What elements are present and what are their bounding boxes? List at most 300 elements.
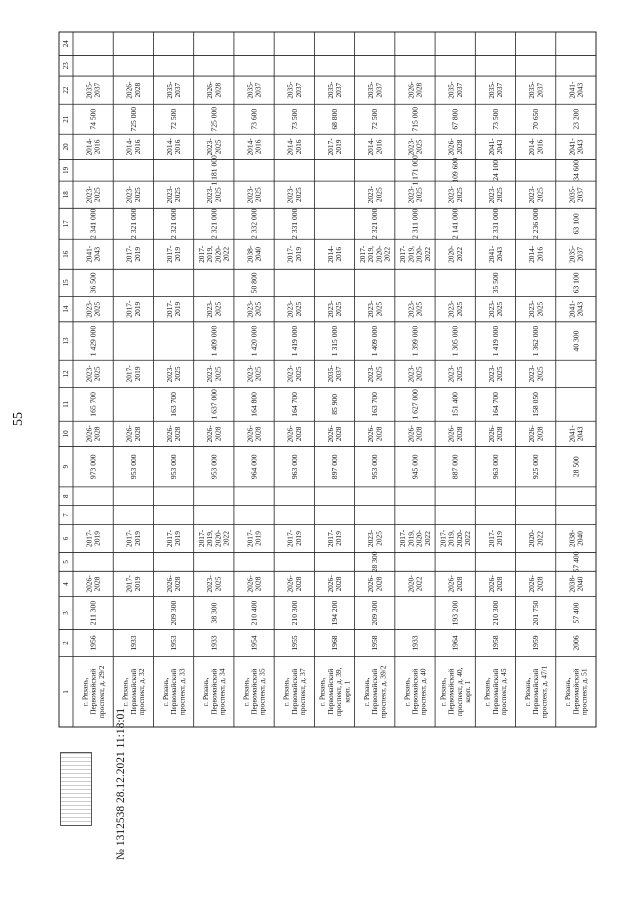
table-cell-line: Первомайский — [325, 668, 335, 715]
table-cell-line: 2028 — [334, 576, 344, 592]
table-cell: 211 300 — [88, 600, 98, 626]
table-cell-line: 2028 — [414, 426, 424, 442]
table-cell-line: 2016 — [173, 139, 183, 155]
table-cell-line: 2022 — [221, 531, 231, 546]
table-cell: 164 700 — [490, 392, 500, 417]
table-cell-line: 2025 — [132, 187, 142, 203]
table-cell-line: 2017- — [486, 529, 496, 548]
table-cell: 897 000 — [330, 454, 339, 480]
table-cell: 63 100 — [571, 213, 581, 235]
table-cell-line: проспект, д. 32 — [137, 668, 147, 716]
column-header: 21 — [62, 115, 70, 123]
table-cell-line: 2037 — [293, 82, 303, 98]
table-cell: 1933 — [209, 635, 219, 651]
table-cell: 73 500 — [490, 108, 500, 130]
table-cell-line: 2023- — [245, 300, 255, 318]
table-cell-line: 2019 — [132, 531, 142, 546]
table-cell: 1 409 000 — [209, 325, 219, 357]
table-cell: 35 500 — [490, 272, 500, 294]
column-header: 6 — [62, 536, 70, 541]
table-cell-line: 2019 — [334, 139, 344, 155]
table-cell: 1 420 000 — [249, 325, 259, 357]
column-header: 8 — [62, 494, 70, 499]
table-cell-line: 2014- — [285, 138, 295, 156]
table-cell-line: 2026- — [124, 425, 134, 443]
table-cell: 953 000 — [169, 454, 179, 480]
table-cell-line: 2025 — [414, 301, 424, 317]
table-cell-line: 2041- — [567, 300, 577, 318]
table-cell-line: Первомайский — [88, 668, 98, 715]
table-cell-line: 2016 — [293, 139, 303, 155]
table-cell-line: 2025 — [173, 187, 183, 203]
table-cell-line: 2028 — [535, 426, 545, 442]
table-cell-line: 2038- — [245, 245, 255, 263]
table-cell-line: 2025 — [92, 187, 102, 203]
table-cell-line: 2016 — [374, 139, 384, 155]
table-cell-line: 2026- — [205, 81, 215, 99]
table-cell-line: 2025 — [535, 301, 545, 317]
table-cell-line: 2028 — [132, 426, 142, 442]
doc-number: № 1312538 — [115, 805, 127, 860]
table-cell: 193 200 — [450, 600, 460, 626]
table-cell: 34 600 — [571, 159, 581, 181]
table-cell-line: Первомайский — [128, 668, 138, 715]
table-cell: 164 700 — [289, 392, 299, 417]
table-cell-line: 2014- — [84, 138, 94, 156]
table-cell-line: 2026- — [366, 575, 376, 593]
table-cell-line: 2023- — [245, 365, 255, 383]
table-cell-line: 2025 — [293, 366, 303, 382]
table-cell-line: 2035- — [446, 81, 456, 99]
table-cell: 1956 — [88, 635, 98, 651]
table-cell-line: 2026- — [325, 425, 335, 443]
table-cell-line: 2016 — [535, 139, 545, 155]
table-cell-line: 2019 — [293, 531, 303, 546]
table-cell-line: 2025 — [414, 139, 424, 155]
table-cell: 1 362 000 — [531, 325, 541, 357]
table-cell: 158 050 — [531, 392, 541, 417]
table-cell-line: 2023- — [366, 300, 376, 318]
table-cell-line: 2028 — [293, 426, 303, 442]
table-cell-line: 2019, — [406, 245, 416, 263]
table-cell-line: 2023- — [406, 186, 416, 204]
table-cell-line: проспект, д. 34 — [217, 668, 227, 716]
table-cell-line: 2019 — [293, 246, 303, 262]
table-cell-line: 2017- — [398, 245, 408, 263]
table-cell: 70 650 — [531, 108, 541, 130]
table-cell-line: Первомайский — [446, 668, 456, 715]
table-cell-line: 2037 — [92, 82, 102, 98]
table-cell: 1 419 000 — [289, 325, 299, 357]
table-cell: 2 332 000 — [249, 208, 259, 239]
table-cell-line: 2017- — [357, 245, 367, 263]
table-cell-line: 2023- — [486, 300, 496, 318]
table-cell: 165 700 — [88, 392, 98, 417]
table-cell-line: 2026- — [84, 425, 94, 443]
column-header: 20 — [62, 143, 70, 151]
table-cell-line: 2028 — [173, 426, 183, 442]
table-cell-line: Первомайский — [249, 668, 259, 715]
table-cell-line: 2017- — [285, 529, 295, 548]
table-cell: 1 171 000 — [410, 155, 420, 186]
table-cell-line: 2028 — [213, 426, 223, 442]
table-cell-line: корп. 1 — [342, 680, 352, 703]
table-cell-line: 2022 — [462, 531, 472, 546]
table-cell-line: 2037 — [454, 82, 464, 98]
table-cell-line: 2026- — [285, 575, 295, 593]
table-cell-line: 2035- — [245, 81, 255, 99]
table-cell-line: 2028 — [253, 426, 263, 442]
table-cell: 57 400 — [571, 551, 581, 573]
table-cell: 1 637 000 — [209, 389, 219, 420]
table-cell-line: 2026- — [446, 425, 456, 443]
table-cell-line: 2026- — [366, 425, 376, 443]
table-cell: 1 627 000 — [410, 389, 420, 420]
table-cell-line: г. Рязань, — [563, 677, 573, 707]
table-cell-line: 2017- — [164, 529, 174, 548]
table-cell: 953 000 — [209, 454, 219, 480]
table-cell: 63 100 — [571, 272, 581, 294]
table-cell: 1968 — [330, 635, 339, 651]
table-cell-line: 2025 — [253, 301, 263, 317]
table-cell: 2 141 000 — [450, 208, 460, 239]
table-cell-line: 2025 — [495, 301, 505, 317]
column-header: 24 — [62, 40, 70, 48]
table-cell-line: 2014- — [527, 138, 537, 156]
table-cell-line: г. Рязань, — [241, 677, 251, 707]
table-cell-line: г. Рязань, — [201, 677, 211, 707]
table-cell-line: 2025 — [374, 301, 384, 317]
table-cell-line: 2017- — [245, 529, 255, 548]
table-cell-line: 2023- — [366, 529, 376, 548]
table-cell-line: Первомайский — [571, 668, 581, 715]
table-cell-line: 2019 — [132, 301, 142, 317]
table-cell-line: 2019 — [173, 246, 183, 262]
table-cell-line: проспект, д. 37 — [297, 668, 307, 716]
table-cell-line: 2025 — [414, 366, 424, 382]
table-cell-line: 2037 — [575, 187, 585, 203]
table-cell-line: 2025 — [293, 187, 303, 203]
table-cell-line: 2035- — [567, 186, 577, 204]
table-cell-line: 2035- — [84, 81, 94, 99]
table-cell-line: 2017- — [164, 300, 174, 318]
table-cell-line: 2023- — [527, 186, 537, 204]
table-cell-line: проспект, д. 35 — [257, 668, 267, 716]
table-cell-line: 2025 — [92, 366, 102, 382]
table-cell: 74 500 — [88, 108, 98, 130]
table-cell-line: 2017- — [325, 138, 335, 156]
table-cell-line: 2028 — [535, 576, 545, 592]
table-cell-line: 2026- — [406, 81, 416, 99]
table-cell-line: 2043 — [495, 139, 505, 155]
table-cell-line: 2026- — [446, 575, 456, 593]
table-cell-line: 2019 — [253, 531, 263, 546]
table-cell-line: 2019, — [406, 530, 416, 547]
table-cell-line: 2028 — [334, 426, 344, 442]
table-cell-line: 2026- — [527, 575, 537, 593]
table-cell-line: г. Рязань, — [80, 677, 90, 707]
table-cell-line: 2025 — [213, 187, 223, 203]
table-cell-line: 2028 — [92, 576, 102, 592]
table-cell-line: Первомайский — [370, 668, 380, 715]
table-cell: 164 800 — [249, 392, 259, 417]
table-cell-line: г. Рязань, — [160, 677, 170, 707]
table-cell-line: г. Рязань, — [482, 677, 492, 707]
table-cell-line: проспект, д. 39, — [334, 667, 344, 717]
table-cell-line: 2020- — [213, 245, 223, 263]
table-cell-line: 2026- — [285, 425, 295, 443]
table-cell-line: 2037 — [374, 82, 384, 98]
table-cell: 2 311 000 — [410, 208, 420, 239]
table-cell: 72 500 — [169, 108, 179, 130]
table-cell: 2 331 000 — [289, 208, 299, 239]
table-cell: 151 400 — [450, 392, 460, 417]
table-cell-line: 2025 — [495, 187, 505, 203]
table-cell-line: 2025 — [213, 139, 223, 155]
table-cell: 163 700 — [169, 392, 179, 417]
table-cell-line: 2025 — [495, 366, 505, 382]
table-cell: 50 800 — [249, 272, 259, 294]
table-cell-line: 2014- — [164, 138, 174, 156]
table-cell-line: 2043 — [495, 246, 505, 262]
table-cell-line: 2037 — [173, 82, 183, 98]
table-cell: 1 429 000 — [88, 325, 98, 357]
table-cell: 1 399 000 — [410, 325, 420, 357]
table-cell-line: 2023- — [205, 300, 215, 318]
table-cell-line: проспект, д. 40, — [454, 667, 464, 717]
table-cell: 67 800 — [450, 108, 460, 130]
table-cell-line: 2022 — [422, 246, 432, 262]
table-cell-line: 2023- — [366, 365, 376, 383]
table-cell-line: 2023- — [124, 186, 134, 204]
table-cell-line: 2017- — [438, 529, 448, 548]
table-cell-line: 2017- — [398, 529, 408, 548]
table-cell-line: 2023- — [84, 365, 94, 383]
table-cell-line: 2025 — [293, 301, 303, 317]
column-header: 4 — [62, 582, 70, 586]
table-cell-line: проспект, д. 29/2 — [96, 665, 106, 719]
document-footer — [115, 708, 127, 860]
table-cell-line: 2025 — [454, 301, 464, 317]
table-cell-line: 2026- — [245, 575, 255, 593]
column-header: 16 — [62, 250, 70, 258]
table-cell-line: 2023- — [366, 186, 376, 204]
table-cell-line: 2035- — [527, 81, 537, 99]
table-cell-line: г. Рязань, — [317, 677, 327, 707]
table-cell-line: 2016 — [132, 139, 142, 155]
column-header: 11 — [62, 400, 70, 408]
table-cell-line: 2016 — [535, 246, 545, 262]
table-cell-line: 2037 — [253, 82, 263, 98]
table-cell-line: г. Рязань, — [438, 677, 448, 707]
table-cell: 210 400 — [249, 600, 259, 626]
table-cell-line: проспект, д. 39/2 — [378, 665, 388, 719]
table-cell-line: 2017- — [124, 365, 134, 383]
table-cell-line: 2035- — [567, 245, 577, 263]
table-cell: 1959 — [531, 635, 541, 651]
table-cell-line: 2019 — [132, 576, 142, 592]
table-cell-line: 2037 — [575, 246, 585, 262]
table-cell: 2 321 000 — [169, 208, 179, 239]
table-cell-line: 2026- — [84, 575, 94, 593]
table-cell-line: 2037 — [334, 366, 344, 382]
table-cell-line: 2023- — [446, 365, 456, 383]
table-cell-line: 2023- — [446, 300, 456, 318]
table-cell: 1953 — [169, 635, 179, 651]
table-cell-line: 2023- — [205, 138, 215, 156]
table-cell-line: 2038- — [567, 575, 577, 593]
table-cell-line: 2017- — [197, 245, 207, 263]
table-cell-line: 2020- — [213, 529, 223, 548]
table-cell-line: Первомайский — [490, 668, 500, 715]
table-cell-line: 2014- — [245, 138, 255, 156]
table-cell-line: 2028 — [132, 82, 142, 98]
table-cell-line: Первомайский — [531, 668, 541, 715]
table-cell-line: 2019 — [334, 531, 344, 546]
table-cell-line: 2043 — [575, 426, 585, 442]
table-cell: 1 305 000 — [450, 325, 460, 357]
table-cell-line: 2019 — [132, 246, 142, 262]
table-cell-line: г. Рязань, — [362, 677, 372, 707]
table-cell-line: 2023- — [406, 365, 416, 383]
table-cell-line: 2025 — [253, 187, 263, 203]
table-cell-line: 2037 — [334, 82, 344, 98]
table-cell-line: 2043 — [575, 82, 585, 98]
table-cell: 163 700 — [370, 392, 380, 417]
table-cell-line: 2028 — [495, 426, 505, 442]
table-cell-line: проспект, д. 40 — [418, 668, 428, 716]
table-cell-line: 2028 — [173, 576, 183, 592]
table-cell-line: 2016 — [92, 139, 102, 155]
table-cell-line: 2041- — [84, 245, 94, 263]
table-cell-line: 2028 — [92, 426, 102, 442]
table-cell: 68 800 — [330, 108, 339, 130]
table-cell-line: 2023- — [84, 300, 94, 318]
table-cell-line: 2017- — [84, 529, 94, 548]
table-cell-line: 2023- — [446, 186, 456, 204]
table-cell-line: 2022 — [454, 246, 464, 262]
column-header: 10 — [62, 430, 70, 438]
table-cell-line: 2016 — [334, 246, 344, 262]
table-cell-line: 2035- — [486, 81, 496, 99]
table-cell-line: 2019 — [173, 531, 183, 546]
table-cell-line: 2025 — [535, 366, 545, 382]
table-cell-line: 2017- — [285, 245, 295, 263]
table-cell-line: 2025 — [334, 301, 344, 317]
table-cell: 209 300 — [370, 600, 380, 626]
table-cell-line: 2041- — [567, 138, 577, 156]
table-cell-line: 2014- — [124, 138, 134, 156]
table-cell-line: г. Рязань, — [281, 677, 291, 707]
table-cell-line: 2043 — [575, 139, 585, 155]
table-cell-line: 2026- — [527, 425, 537, 443]
table-cell: 2 321 000 — [209, 208, 219, 239]
table-cell-line: 2028 — [374, 576, 384, 592]
table-cell: 28 500 — [571, 456, 581, 478]
table-cell: 1954 — [249, 635, 259, 651]
table-cell: 1 419 000 — [490, 325, 500, 357]
table-cell: 2006 — [571, 635, 581, 651]
table-cell-line: 2019 — [495, 531, 505, 546]
column-header: 19 — [62, 166, 70, 174]
table-cell-line: 2041- — [486, 138, 496, 156]
table-cell-line: 2035- — [325, 365, 335, 383]
column-header: 1 — [62, 690, 70, 694]
table-cell: 953 000 — [128, 454, 138, 480]
table-cell-line: 2019 — [92, 531, 102, 546]
table-cell-line: корп. 1 — [462, 680, 472, 703]
table-cell-line: 2017- — [124, 300, 134, 318]
table-cell: 715 000 — [410, 106, 420, 132]
table-cell: 1958 — [370, 635, 380, 651]
table-cell-line: 2017- — [197, 529, 207, 548]
table-cell: 963 000 — [289, 454, 299, 480]
table-cell-line: 2019, — [446, 530, 456, 547]
table-cell-line: 2028 — [213, 82, 223, 98]
table-cell-line: 2023- — [205, 575, 215, 593]
table-cell-line: 2035- — [164, 81, 174, 99]
table-cell-line: проспект, д. 33 — [177, 668, 187, 716]
table-cell: 109 600 — [450, 157, 460, 183]
table-cell-line: 2025 — [173, 366, 183, 382]
table-cell-line: 2035- — [325, 81, 335, 99]
table-cell-line: Первомайский — [410, 668, 420, 715]
column-header: 12 — [62, 370, 70, 378]
table-cell-line: 2040 — [253, 246, 263, 262]
table-cell-line: 2041- — [567, 425, 577, 443]
table-cell-line: 2026- — [486, 425, 496, 443]
table-cell-line: 2020- — [374, 245, 384, 263]
table-cell: 2 341 000 — [88, 208, 98, 239]
table-cell-line: 2023- — [527, 300, 537, 318]
column-header: 22 — [62, 86, 70, 94]
table-cell-line: 2019, — [366, 245, 376, 263]
table-cell: 1 181 000 — [209, 155, 219, 186]
table-cell: 2 321 000 — [128, 208, 138, 239]
column-header: 5 — [62, 560, 70, 564]
table-cell: 209 300 — [169, 600, 179, 626]
table-cell-line: 2020- — [454, 529, 464, 548]
table-cell-line: 2025 — [213, 366, 223, 382]
table-cell-line: 2019, — [205, 245, 215, 263]
table-cell-line: 2017- — [124, 529, 134, 548]
table-cell-line: 2026- — [406, 425, 416, 443]
table-cell-line: 2023- — [486, 365, 496, 383]
table-cell-line: 2037 — [495, 82, 505, 98]
table-cell: 1958 — [490, 635, 500, 651]
table-cell-line: 2019 — [173, 301, 183, 317]
table-cell-line: 2025 — [374, 366, 384, 382]
table-cell: 28 300 — [370, 551, 380, 573]
table-cell-line: 2022 — [221, 246, 231, 262]
table-cell-line: г. Рязань, — [402, 677, 412, 707]
table-cell: 73 600 — [249, 108, 259, 130]
table-cell-line: Первомайский — [289, 668, 299, 715]
table-cell-line: 2017- — [325, 529, 335, 548]
column-header: 18 — [62, 191, 70, 199]
table-cell-line: 2016 — [253, 139, 263, 155]
table-cell-line: 2028 — [253, 576, 263, 592]
table-cell-line: 2017- — [164, 245, 174, 263]
table-cell-line: 2028 — [454, 576, 464, 592]
table-cell: 887 000 — [450, 454, 460, 480]
table-cell-line: 2025 — [213, 301, 223, 317]
table-cell: 1933 — [410, 635, 420, 651]
table-grid — [59, 32, 596, 727]
table-cell-line: 2026- — [486, 575, 496, 593]
table-cell-line: 2041- — [567, 81, 577, 99]
column-header: 13 — [62, 337, 70, 345]
